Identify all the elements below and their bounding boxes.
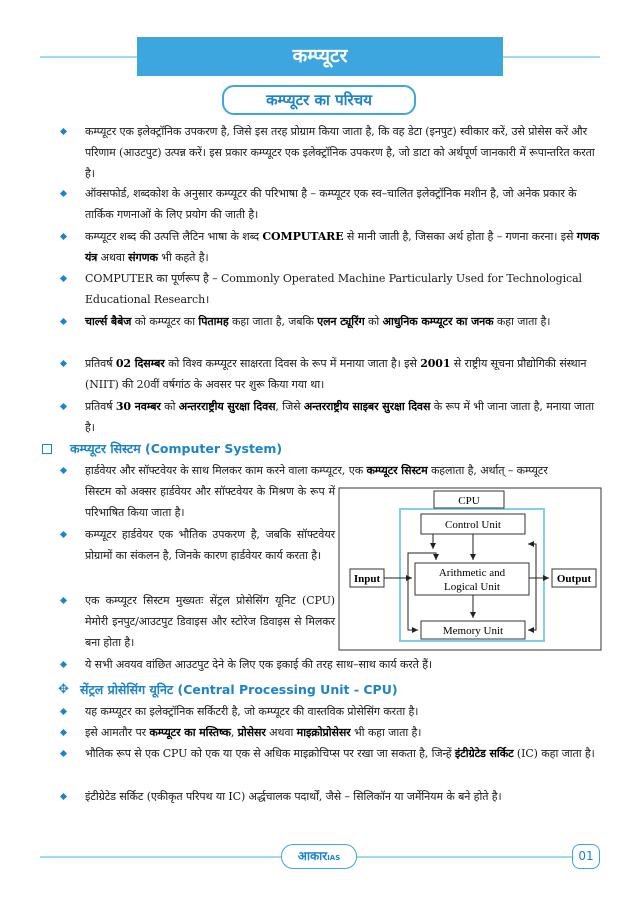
computer-system-diagram [338,487,602,651]
list-item: प्रतिवर्ष 02 दिसम्बर को विश्व कम्प्यूटर साक्षरता दिवस के रूप में मनाया जाता है। इसे 2001 से राष्ट्रीय सूचना प्रौद्योगिकी संस्थान (NIIT) की 20वीं वर्षगांठ के अवसर पर शुरू किया गया था। [85,353,600,395]
brand-suffix: IAS [327,854,341,862]
memory-unit-label: Memory Unit [442,625,504,637]
list-item: कम्प्यूटर शब्द की उत्पत्ति लैटिन भाषा के शब्द COMPUTARE से मानी जाती है, जिसका अर्थ होता है – गणना करना। इसे गणक यंत्र अथवा संगणक भी कहते है। [85,226,600,268]
output-label: Output [556,573,592,585]
list-item: प्रतिवर्ष 30 नवम्बर को अन्तरराष्ट्रीय सुरक्षा दिवस, जिसे अन्तरराष्ट्रीय साइबर सुरक्षा दिवस के रूप में भी जाना जाता है, मनाया जाता है। [85,396,600,438]
control-unit-label: Control Unit [445,519,501,531]
list-item: हार्डवेयर और सॉफ्टवेयर के साथ मिलकर काम करने वाला कम्प्यूटर, एक कम्प्यूटर सिस्टम कहलाता है, अर्थात् – कम्प्यूटर [85,460,600,481]
list-item: सिस्टम को अक्सर हार्डवेयर और सॉफ्टवेयर के मिश्रण के रूप में परिभाषित किया जाता है। [85,485,335,519]
alu-label-line2: Logical Unit [444,581,500,593]
list-item: एक कम्प्यूटर सिस्टम मुख्यतः सेंट्रल प्रोसेसिंग यूनिट (CPU) मेमोरी इनपुट/आउटपुट डिवाइस और स्टोरेज डिवाइस से मिलकर बना होता है। [85,590,335,653]
section-heading-computer-system: कम्प्यूटर सिस्टम (Computer System) [70,441,283,456]
list-item: कम्प्यूटर एक इलेक्ट्रॉनिक उपकरण है, जिसे इस तरह प्रोग्राम किया जाता है, कि वह डेटा (इनपुट) स्वीकार करें, उसे प्रोसेस करें और परिणाम (आउटपुट) उत्पन्न करें। इस प्रकार कम्प्यूटर एक इलेक्ट्रॉनिक उपकरण है, जो डाटा को अर्थपूर्ण जानकारी में रूपान्तरित करता है। [85,121,600,184]
list-item: चार्ल्स बैबेज को कम्प्यूटर का पितामह कहा जाता है, जबकि एलन ट्यूरिंग को आधुनिक कम्प्यूटर का जनक कहा जाता है। [85,311,600,353]
header-rule [503,56,600,58]
cpu-label: CPU [458,495,480,507]
alu-label-line1: Arithmetic and [438,567,506,579]
footer-rule [40,856,281,858]
list-item: ऑक्सफोर्ड, शब्दकोश के अनुसार कम्प्यूटर की परिभाषा है – कम्प्यूटर एक स्व–चालित इलेक्ट्रॉनिक मशीन है, जो अनेक प्रकार के तार्किक गणनाओं के लिए प्रयोग की जाती है। [85,183,600,225]
section-square-icon [42,444,52,454]
brand-logo [281,844,357,869]
page-number: 01 [572,844,600,869]
page-title: कम्प्यूटर [137,37,503,76]
list-item: भौतिक रूप से एक CPU को एक या एक से अधिक माइक्रोचिप्स पर रखा जा सकता है, जिन्हें इंटीग्रेटेड सर्किट (IC) कहा जाता है। [85,743,600,785]
list-item: COMPUTER का पूर्णरूप है – Commonly Operated Machine Particularly Used for Technological Educational Research। [85,268,600,310]
list-item: इंटीग्रेटेड सर्किट (एकीकृत परिपथ या IC) अर्द्धचालक पदार्थों, जैसे – सिलिकॉन या जर्मेनियम के बने होते है। [85,786,600,807]
footer-rule [357,856,572,858]
section-heading-cpu: सेंट्रल प्रोसेसिंग यूनिट (Central Processing Unit - CPU) [80,682,398,697]
section-star-icon: ✥ [58,682,69,697]
list-item: कम्प्यूटर हार्डवेयर एक भौतिक उपकरण है, जबकि सॉफ्टवेयर प्रोग्रामों का संकलन है, जिनके कारण हार्डवेयर कार्य करता है। [85,524,335,587]
header-rule [40,56,137,58]
input-label: Input [353,573,381,585]
brand-name: आकार [297,849,328,863]
list-item: इसे आमतौर पर कम्प्यूटर का मस्तिष्क, प्रोसेसर अथवा माइक्रोप्रोसेसर भी कहा जाता है। [85,722,600,743]
list-item: यह कम्प्यूटर का इलेक्ट्रॉनिक सर्किटरी है, जो कम्प्यूटर की वास्तविक प्रोसेसिंग करता है। [85,701,600,722]
list-item: ये सभी अवयव वांछित आउटपुट देने के लिए एक इकाई की तरह साथ–साथ कार्य करते हैं। [85,654,600,675]
section-subtitle: कम्प्यूटर का परिचय [222,85,416,115]
